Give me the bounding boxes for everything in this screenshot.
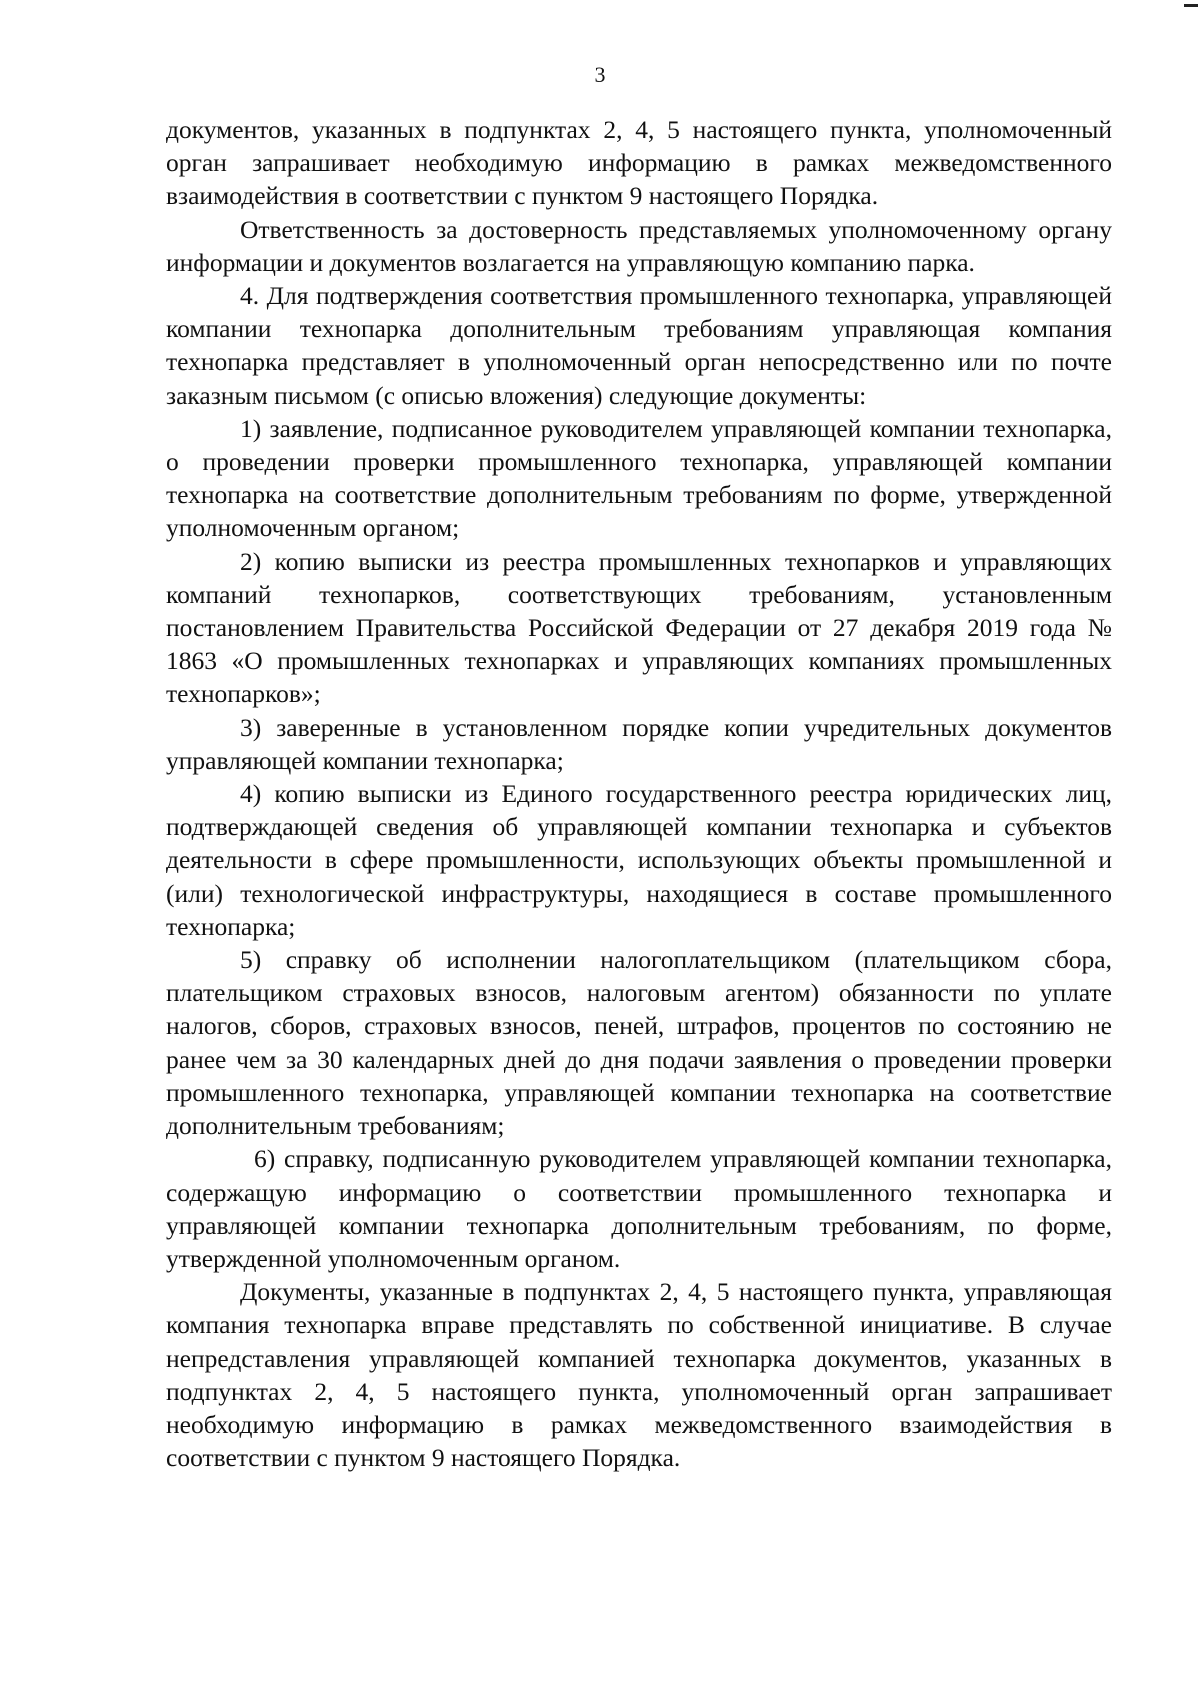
paragraph-item-4: 4. Для подтверждения соответствия промышленного технопарка, управляющей компании технопарка дополнительным требованиям управляющая компания технопарка представляет в уполномоченный орган непосредственно или по почте заказным письмом (с описью вложения) следующие документы: [166, 281, 1112, 410]
list-item-3: 3) заверенные в установленном порядке копии учредительных документов управляющей компании технопарка; [166, 712, 1112, 775]
list-item-5: 5) справку об исполнении налогоплательщиком (плательщиком сбора, плательщиком страховых взносов, налоговым агентом) обязанности по уплате налогов, сборов, страховых взносов, пеней, штрафов, процентов по состоянию не ранее чем за 30 календарных дней до дня подачи заявления о проведении проверки промышленного технопарка, управляющей компании технопарка на соответствие дополнительным требованиям; [166, 945, 1112, 1141]
document-body [166, 113, 1112, 1474]
list-item-1: 1) заявление, подписанное руководителем управляющей компании технопарка, о проведении проверки промышленного технопарка, управляющей компании технопарка на соответствие дополнительным требованиям по форме, утвержденной уполномоченным органом; [166, 413, 1112, 543]
paragraph-continuation: документов, указанных в подпунктах 2, 4, 5 настоящего пункта, уполномоченный орган запрашивает необходимую информацию в рамках межведомственного взаимодействия в соответствии с пунктом 9 настоящего Порядка. [166, 115, 1112, 211]
scan-edge-mark [1184, 4, 1198, 7]
paragraph-documents: Документы, указанные в подпунктах 2, 4, 5 настоящего пункта, управляющая компания технопарка вправе представлять по собственной инициативе. В случае непредставления управляющей компанией технопарка документов, указанных в подпунктах 2, 4, 5 настоящего пункта, уполномоченный орган запрашивает необходимую информацию в рамках межведомственного взаимодействия в соответствии с пунктом 9 настоящего Порядка. [166, 1277, 1112, 1473]
list-item-2: 2) копию выписки из реестра промышленных технопарков и управляющих компаний технопарков, соответствующих требованиям, установленным постановлением Правительства Российской Федерации от 27 декабря 2019 года № 1863 «О промышленных технопарках и управляющих компаниях промышленных технопарков»; [166, 546, 1112, 709]
list-item-4: 4) копию выписки из Единого государственного реестра юридических лиц, подтверждающей сведения об управляющей компании технопарка и субъектов деятельности в сфере промышленности, использующих объекты промышленной и (или) технологической инфраструктуры, находящиеся в составе промышленного технопарка; [166, 779, 1112, 941]
list-item-6: 6) справку, подписанную руководителем управляющей компании технопарка, содержащую информацию о соответствии промышленного технопарка и управляющей компании технопарка дополнительным требованиям, по форме, утвержденной уполномоченным органом. [166, 1144, 1112, 1273]
paragraph-responsibility: Ответственность за достоверность представляемых уполномоченному органу информации и документов возлагается на управляющую компанию парка. [166, 214, 1112, 277]
page-number: 3 [594, 62, 606, 87]
